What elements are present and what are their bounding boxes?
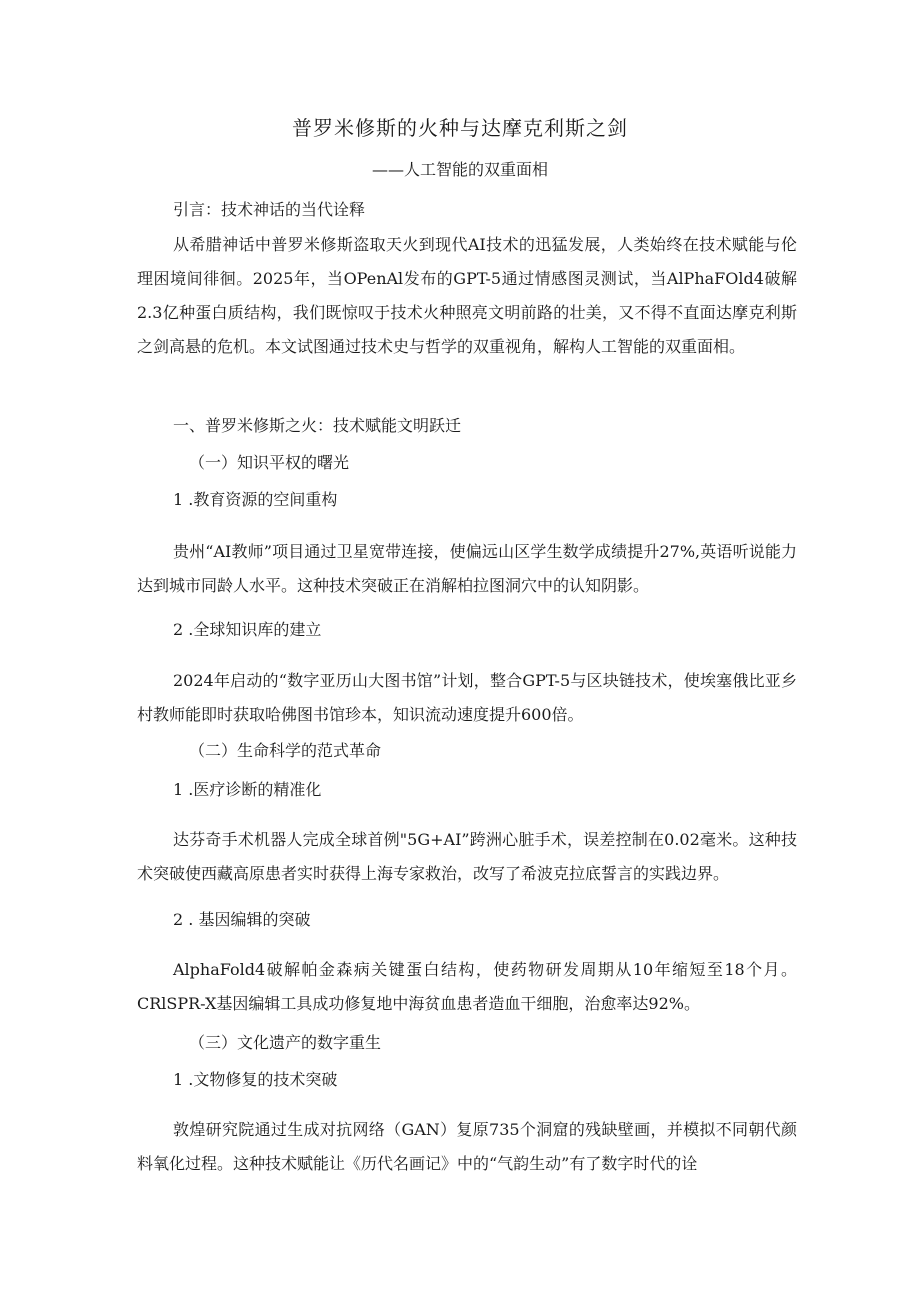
item-2-2-heading: 2 . 基因编辑的突破 (173, 910, 311, 929)
document-title: 普罗米修斯的火种与达摩克利斯之剑 (292, 116, 628, 140)
subsection-1-heading: （一）知识平权的曙光 (189, 453, 350, 472)
subsection-2-heading: （二）生命科学的范式革命 (189, 741, 382, 760)
item-3-1-paragraph: 敦煌研究院通过生成对抗网络（GAN）复原735个洞窟的残缺壁画，并模拟不同朝代颜料氧化过程。这种技术赋能让《历代名画记》中的“气韵生动”有了数字时代的诠 (137, 1120, 797, 1173)
subsection-3-heading: （三）文化遗产的数字重生 (189, 1033, 382, 1052)
section-1-heading: 一、普罗米修斯之火：技术赋能文明跃迁 (173, 416, 462, 435)
item-1-1-paragraph: 贵州“AI教师”项目通过卫星宽带连接，使偏远山区学生数学成绩提升27%,英语听说能力达到城市同龄人水平。这种技术突破正在消解柏拉图洞穴中的认知阴影。 (137, 542, 797, 595)
intro-paragraph: 从希腊神话中普罗米修斯盗取天火到现代AI技术的迅猛发展，人类始终在技术赋能与伦理困境间徘徊。2025年，当OPenAl发布的GPT-5通过情感图灵测试，当AlPhaFOld4破解2.3亿种蛋白质结构，我们既惊叹于技术火种照亮文明前路的壮美，又不得不直面达摩克利斯之剑高悬的危机。本文试图通过技术史与哲学的双重视角，解构人工智能的双重面相。 (137, 235, 797, 356)
item-2-2-paragraph: AlphaFold4破解帕金森病关键蛋白结构，使药物研发周期从10年缩短至18个月。CRlSPR-X基因编辑工具成功修复地中海贫血患者造血干细胞，治愈率达92%。 (137, 960, 797, 1013)
item-2-1-heading: 1 .医疗诊断的精准化 (173, 780, 322, 799)
item-1-2-heading: 2 .全球知识库的建立 (173, 620, 322, 639)
item-2-1-paragraph: 达芬奇手术机器人完成全球首例"5G+AI”跨洲心脏手术，误差控制在0.02毫米。这种技术突破使西藏高原患者实时获得上海专家救治，改写了希波克拉底誓言的实践边界。 (137, 830, 797, 883)
intro-heading: 引言：技术神话的当代诠释 (173, 200, 366, 219)
item-3-1-heading: 1 .文物修复的技术突破 (173, 1070, 338, 1089)
item-1-2-paragraph: 2024年启动的“数字亚历山大图书馆”计划，整合GPT-5与区块链技术，使埃塞俄比亚乡村教师能即时获取哈佛图书馆珍本，知识流动速度提升600倍。 (137, 671, 797, 724)
document-subtitle: ——人工智能的双重面相 (371, 160, 548, 179)
item-1-1-heading: 1 .教育资源的空间重构 (173, 490, 338, 509)
